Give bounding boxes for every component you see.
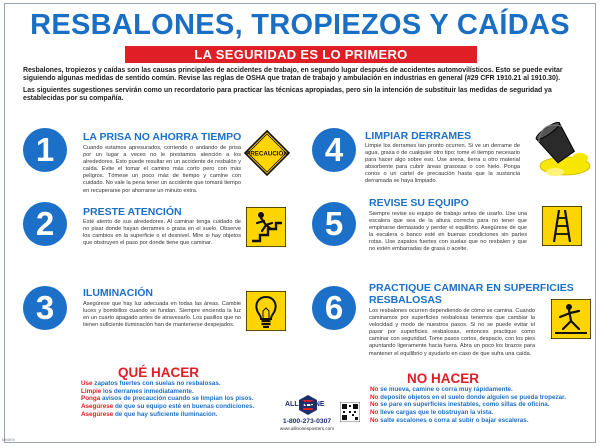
caution-sign-icon <box>243 129 291 177</box>
intro-paragraph-2: Las siguientes sugestiones servirán como un recordatorio para practicar las técnicas apropiadas, pero sin la intención de substituir las medidas de seguridad ya establecidas por su compañía. <box>23 86 552 102</box>
tip-1-title: LA PRISA NO AHORRA TIEMPO <box>83 131 242 143</box>
poster <box>4 3 596 443</box>
tip-4-text: Limpie los derrames tan pronto ocurren. Si ve un derrame de agua, grasa o de cualquier otro tipo; tome el tiempo necesario para hacer algo sobre eso. Use arena, tierra u otro material absorbente para cubrir áreas grasosas o con hielo. Ponga conos o un cartel de precaución hasta que la sustancia derramada se haya limpiado. <box>365 143 520 185</box>
intro-text <box>23 67 585 106</box>
do-heading: QUÉ HACER <box>118 365 200 380</box>
list-item: No lleve cargas que le obstruyan la vista. <box>370 409 494 417</box>
subtitle-banner <box>125 46 477 63</box>
tip-3-title: ILUMINACIÓN <box>83 287 153 299</box>
list-item: Ponga avisos de precaución cuando se limpian los pisos. <box>81 395 254 403</box>
person-falling-stairs-icon <box>246 207 286 247</box>
list-item: No deposite objetos en el suelo donde alguien se pueda tropezar. <box>370 393 566 401</box>
tip-5-text: Siempre revise su equipo de trabajo antes de usarlo. Use una escalera que sea de la altura correcta para no tener que empinarse demasiado y perder el equilibrio. Asegúrese de que la escalera o banco esté en buenas condiciones sin partes rotas. Use zapatos fuertes con suelas que no resbalen y que no estén embarradas de grasa o aceite. <box>369 211 527 253</box>
tip-1-text: Cuando estamos apresurados, corriendo o andando de prisa por un lugar a veces no le prestamos atención a los alrededores. Esto puede resultar en un accidente de resbalón y caída. Evite el tomar el camino más corto pero con más peligros. Tómese un poco más de tiempo y camine con cuidado. No vale la pena tener un accidente que tomará tiempo en recuperarse por ahorrarse un minuto extra. <box>83 145 241 194</box>
dont-list <box>370 386 566 425</box>
tip-1-number: 1 <box>23 128 67 172</box>
person-slipping-icon <box>551 299 591 339</box>
tip-6-title <box>369 283 574 306</box>
light-bulb-icon <box>246 291 286 331</box>
tip-2-text: Esté atento de sus alrededores. Al caminar tenga cuidado de no pisar donde hayan derrames o grasa en el suelo. Observe los cambios en la superficie o el desnivel. Mire si hay objetos que obstruyen el paso por donde tiene que caminar. <box>83 219 241 247</box>
list-item: Use zapatos fuertes con suelas no resbalosas. <box>81 380 221 387</box>
list-item: No salte escalones o corra al subir o bajar escaleras. <box>370 416 529 424</box>
tip-2-title: PRESTE ATENCIÓN <box>83 206 182 218</box>
tip-3-number: 3 <box>23 286 67 330</box>
footer-code: MMXIV <box>2 437 16 442</box>
list-item: Limpie los derrames inmediatamente. <box>81 387 194 395</box>
page-title: RESBALONES, TROPIEZOS Y CAÍDAS <box>30 9 570 41</box>
brand-logo <box>267 394 347 434</box>
spilled-bucket-icon <box>525 122 595 182</box>
intro-paragraph-1: Resbalones, tropiezos y caídas son las causas principales de accidentes de trabajo, en segundo lugar después de accidentes automovilísticos. Esto se puede evitar siguiendo algunas medidas de sentido común. Revise las reglas de OSHA que tratan de trabajo y ambulación en industrias en general (#29 CFR 1910.21 al 1910.30). <box>23 67 563 83</box>
tip-6-number: 6 <box>312 286 356 330</box>
list-item: No se mueva, camine o corra muy rápidamente. <box>370 386 513 393</box>
tip-6-text: Los resbalones ocurren dependiendo de cómo se camina. Cuando caminamos por superficies resbalosas tenemos que cambiar la velocidad y modo de nuestros pasos. Si no se puede evitar el pasar por superficies resbalosas, entonces practique como caminar con seguridad. Tome pasos cortos, despacio, con los pies apuntando ligeramente hacia fuera. Abra un poco los brazos para mantener el equilibrio y ayudarlo en caso de que sufra una caída. <box>369 308 535 357</box>
dont-heading: NO HACER <box>407 371 480 386</box>
list-item: Asegúrese de que su equipo esté en buenas condiciones. <box>81 403 255 411</box>
qr-code-icon <box>340 402 360 422</box>
tip-3-text: Asegúrese que hay luz adecuada en todas las áreas. Cambie luces y bombillos cuando se fundan. Siempre encienda la luz en un cuarto apagado antes de atravesarlo. Los pasillos que no tienen suficiente iluminación han de mantenerse despejados. <box>83 301 241 329</box>
list-item: Asegúrese de que hay suficiente iluminación. <box>81 410 218 418</box>
tip-4-title: LIMPIAR DERRAMES <box>365 130 472 142</box>
tip-6-title-line-2: RESBALOSAS <box>369 293 442 306</box>
tip-2-number: 2 <box>23 202 67 246</box>
ladder-icon <box>542 206 582 246</box>
brand-phone: 1-800-273-0307 <box>282 418 332 425</box>
tip-6-title-line-1: PRACTIQUE CAMINAR EN SUPERFICIES <box>369 282 574 294</box>
tip-5-number: 5 <box>312 202 356 246</box>
subtitle: LA SEGURIDAD ES LO PRIMERO <box>194 47 408 62</box>
tip-5-title: REVISE SU EQUIPO <box>369 197 469 209</box>
brand-website: www.allinonesposters.com <box>279 426 335 431</box>
brand-name: ALL IN ONE <box>285 401 325 408</box>
tip-4-number: 4 <box>312 128 356 172</box>
do-list <box>81 380 254 419</box>
list-item: No se pare en superficies inestables, como sillas de oficina. <box>370 401 550 409</box>
caution-sign-label: PRECAUCIÓN <box>246 150 288 158</box>
